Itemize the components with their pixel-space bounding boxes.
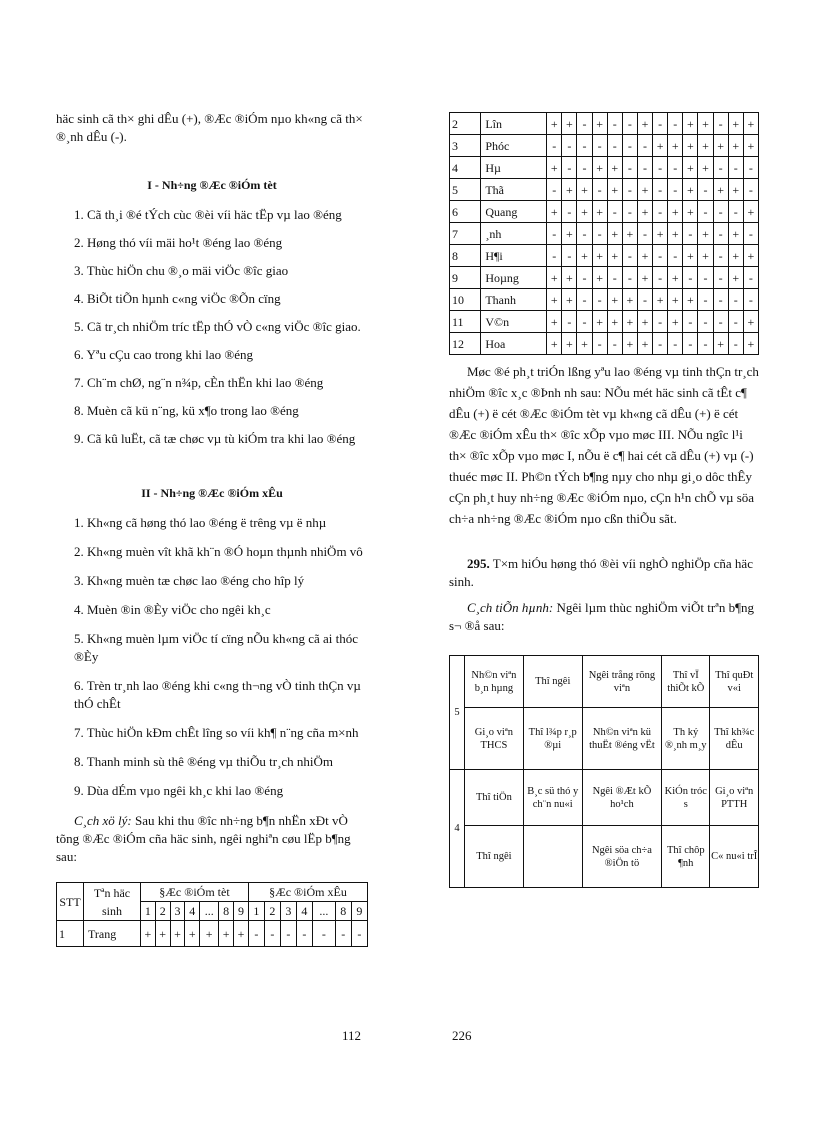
mark-cell: + bbox=[562, 113, 577, 135]
mark-cell: + bbox=[728, 113, 743, 135]
row-name: Thanh bbox=[481, 289, 547, 311]
mark-cell: - bbox=[592, 179, 607, 201]
subheader-cell: 9 bbox=[351, 902, 367, 921]
mark-cell: + bbox=[683, 135, 698, 157]
mark-cell: - bbox=[668, 179, 683, 201]
mark-cell: + bbox=[219, 921, 234, 947]
subheader-cell: ... bbox=[200, 902, 219, 921]
list-item: 8. Muèn cã kü n¨ng, kü x¶o trong lao ®éng bbox=[74, 403, 299, 418]
mark-cell: + bbox=[743, 113, 758, 135]
mark-cell: + bbox=[562, 333, 577, 355]
mark-cell: - bbox=[743, 289, 758, 311]
table-row bbox=[450, 113, 759, 135]
table-row bbox=[450, 311, 759, 333]
diagram-row bbox=[450, 770, 759, 826]
mark-cell: + bbox=[653, 223, 668, 245]
mark-cell: - bbox=[743, 223, 758, 245]
mark-cell: - bbox=[547, 135, 562, 157]
mark-cell: + bbox=[683, 245, 698, 267]
mark-cell: + bbox=[547, 113, 562, 135]
mark-cell: - bbox=[351, 921, 367, 947]
row-name: Phóc bbox=[481, 135, 547, 157]
mark-cell: + bbox=[698, 157, 713, 179]
diagram-row bbox=[450, 708, 759, 770]
page-number-left: 112 bbox=[342, 1028, 362, 1043]
section2-title: II - Nh÷ng ®Æc ®iÓm xÊu bbox=[141, 486, 283, 500]
mark-cell: + bbox=[592, 267, 607, 289]
mark-cell: - bbox=[743, 267, 758, 289]
mark-cell: - bbox=[622, 135, 637, 157]
mark-cell: + bbox=[728, 223, 743, 245]
mark-cell: - bbox=[668, 113, 683, 135]
intro-text: häc sinh cã th× ghi dÊu (+), ®Æc ®iÓm nµo kh«ng cã th× ®¸nh dÊu (-). bbox=[56, 111, 363, 144]
diagram-row bbox=[450, 826, 759, 888]
mark-cell: + bbox=[592, 201, 607, 223]
header-bad: §Æc ®iÓm xÊu bbox=[248, 883, 367, 902]
mark-cell: + bbox=[622, 333, 637, 355]
mark-cell: + bbox=[698, 135, 713, 157]
mark-cell: - bbox=[637, 157, 652, 179]
mark-cell: + bbox=[683, 113, 698, 135]
exercise-heading bbox=[449, 555, 759, 591]
mark-cell: - bbox=[713, 113, 728, 135]
mark-cell: + bbox=[637, 311, 652, 333]
list-item: 6. Yªu cÇu cao trong khi lao ®éng bbox=[74, 347, 254, 362]
mark-cell: + bbox=[547, 289, 562, 311]
mark-cell: - bbox=[577, 223, 592, 245]
mark-cell: + bbox=[713, 333, 728, 355]
diagram-cell: Gi¸o viªn PTTH bbox=[710, 770, 759, 826]
mark-cell: - bbox=[577, 267, 592, 289]
exercise-number: 295. bbox=[467, 556, 490, 571]
mark-cell: - bbox=[577, 311, 592, 333]
list-item: 4. BiÕt tiÕn hµnh c«ng viÖc ®Õn cïng bbox=[74, 291, 281, 306]
header-good: §Æc ®iÓm tèt bbox=[141, 883, 249, 902]
mark-cell: - bbox=[668, 157, 683, 179]
subheader-cell: 2 bbox=[264, 902, 280, 921]
mark-cell: + bbox=[637, 333, 652, 355]
mark-cell: - bbox=[577, 157, 592, 179]
mark-cell: + bbox=[728, 135, 743, 157]
mark-cell: - bbox=[637, 223, 652, 245]
mark-cell: + bbox=[607, 157, 622, 179]
diagram-cell: Thî tiÖn bbox=[465, 770, 524, 826]
occupation-diagram bbox=[449, 655, 759, 888]
mark-cell: + bbox=[607, 179, 622, 201]
exercise-title: T×m hiÓu høng thó ®èi víi nghÒ nghiÖp cña häc sinh. bbox=[449, 556, 753, 589]
diagram-cell: C« nu«i trÎ bbox=[710, 826, 759, 888]
mark-cell: - bbox=[312, 921, 335, 947]
table-header-row bbox=[57, 883, 368, 902]
mark-cell: + bbox=[170, 921, 185, 947]
mark-cell: - bbox=[713, 267, 728, 289]
mark-cell: - bbox=[577, 113, 592, 135]
row-name: Lîn bbox=[481, 113, 547, 135]
mark-cell: + bbox=[562, 289, 577, 311]
table-row bbox=[57, 921, 368, 947]
mark-cell: + bbox=[562, 179, 577, 201]
diagram-cell: Thî quÐt v«i bbox=[710, 656, 759, 708]
mark-cell: - bbox=[296, 921, 312, 947]
row-number: 11 bbox=[450, 311, 481, 333]
mark-cell: - bbox=[713, 223, 728, 245]
mark-cell: + bbox=[607, 289, 622, 311]
mark-cell: - bbox=[698, 267, 713, 289]
list-item: 5. Kh«ng muèn lµm viÖc tí cïng nÕu kh«ng cã ai thóc ®Èy bbox=[74, 631, 359, 664]
mark-cell: + bbox=[547, 267, 562, 289]
mark-cell: - bbox=[592, 223, 607, 245]
row-name: V©n bbox=[481, 311, 547, 333]
mark-cell: - bbox=[637, 135, 652, 157]
row-number: 12 bbox=[450, 333, 481, 355]
mark-cell: - bbox=[728, 289, 743, 311]
mark-cell: + bbox=[743, 311, 758, 333]
diagram-cell: Ngêi trång rõng viªn bbox=[582, 656, 662, 708]
mark-cell: + bbox=[577, 201, 592, 223]
mark-cell: - bbox=[743, 179, 758, 201]
mark-cell: + bbox=[607, 311, 622, 333]
mark-cell: - bbox=[547, 245, 562, 267]
mark-cell: - bbox=[280, 921, 296, 947]
list-item: 6. Trèn tr¸nh lao ®éng khi c«ng th¬ng vÒ tinh thÇn vµ thÓ chÊt bbox=[74, 678, 361, 711]
diagram-cell: Thî l¾p r¸p ®µi bbox=[523, 708, 582, 770]
level-paragraph: Møc ®é ph¸t triÓn lßng yªu lao ®éng vµ tinh thÇn tr¸ch nhiÖm ®îc x¸c ®Þnh nh sau: NÕu mét häc sinh cã tÊt c¶ dÊu (+) ë cét ®Æc ®iÓm tèt vµ kh«ng cã dÊu (+) ë cét ®Æc ®iÓm xÊu th× ®îc xÕp vµo møc III. NÕu ngîc l¹i th× ®îc xÕp vµo møc I, nÕu ë c¶ hai cét cã dÊu (+) vµ (-) thuéc møc II. Ph©n tÝch b¶ng nµy cho nhµ gi¸o dôc thÊy cÇn ph¸t huy nh÷ng ®Æc ®iÓm nµo, cÇn h¹n chÕ vµ söa ch÷a nh÷ng ®Æc ®iÓm nµo cßn thiÕu sãt. bbox=[449, 364, 759, 526]
mark-cell: + bbox=[728, 245, 743, 267]
table-row bbox=[450, 289, 759, 311]
mark-cell: - bbox=[653, 311, 668, 333]
diagram-cell: Thî ngêi bbox=[523, 656, 582, 708]
mark-cell: - bbox=[622, 267, 637, 289]
subheader-cell: 3 bbox=[170, 902, 185, 921]
list-item: 9. Dùa dÉm vµo ngêi kh¸c khi lao ®éng bbox=[74, 783, 284, 798]
mark-cell: - bbox=[683, 223, 698, 245]
header-name: Tªn häc sinh bbox=[84, 883, 141, 921]
table-row bbox=[450, 201, 759, 223]
row-number: 10 bbox=[450, 289, 481, 311]
mark-cell: - bbox=[713, 201, 728, 223]
diagram-cell: Th ký ®¸nh m¸y bbox=[662, 708, 710, 770]
mark-cell: - bbox=[607, 267, 622, 289]
mark-cell: + bbox=[698, 223, 713, 245]
row-number: 4 bbox=[450, 157, 481, 179]
subheader-cell: 2 bbox=[155, 902, 170, 921]
results-table-continued bbox=[449, 112, 759, 355]
list-item: 7. Thùc hiÖn kÐm chÊt lîng so víi kh¶ n¨ng cña m×nh bbox=[74, 725, 359, 740]
mark-cell: + bbox=[155, 921, 170, 947]
mark-cell: - bbox=[653, 113, 668, 135]
mark-cell: - bbox=[668, 245, 683, 267]
list-item: 8. Thanh minh sù thê ®éng vµ thiÕu tr¸ch nhiÖm bbox=[74, 754, 334, 769]
row-number: 6 bbox=[450, 201, 481, 223]
mark-cell: - bbox=[713, 311, 728, 333]
mark-cell: - bbox=[743, 157, 758, 179]
list-item: 7. Ch¨m chØ, ng¨n n¾p, cÈn thËn khi lao ®éng bbox=[74, 375, 324, 390]
list-item: 3. Kh«ng muèn tæ chøc lao ®éng cho hîp lý bbox=[74, 573, 305, 588]
method-label: C¸ch xö lý: bbox=[74, 813, 132, 828]
mark-cell: - bbox=[577, 135, 592, 157]
mark-cell: + bbox=[592, 157, 607, 179]
diagram-cell: Ngêi söa ch÷a ®iÖn tö bbox=[582, 826, 662, 888]
mark-cell: + bbox=[668, 201, 683, 223]
mark-cell: + bbox=[668, 311, 683, 333]
mark-cell: - bbox=[264, 921, 280, 947]
table-row bbox=[450, 157, 759, 179]
mark-cell: - bbox=[653, 267, 668, 289]
mark-cell: - bbox=[728, 201, 743, 223]
table-row bbox=[450, 267, 759, 289]
mark-cell: + bbox=[141, 921, 156, 947]
diagram-cell: Gi¸o viªn THCS bbox=[465, 708, 524, 770]
mark-cell: + bbox=[743, 333, 758, 355]
mark-cell: - bbox=[622, 113, 637, 135]
mark-cell: - bbox=[713, 157, 728, 179]
mark-cell: + bbox=[713, 135, 728, 157]
mark-cell: + bbox=[728, 267, 743, 289]
mark-cell: + bbox=[200, 921, 219, 947]
mark-cell: + bbox=[234, 921, 249, 947]
mark-cell: - bbox=[562, 245, 577, 267]
mark-cell: - bbox=[653, 201, 668, 223]
mark-cell: - bbox=[698, 179, 713, 201]
mark-cell: - bbox=[698, 201, 713, 223]
subheader-cell: 4 bbox=[296, 902, 312, 921]
mark-cell: - bbox=[562, 135, 577, 157]
mark-cell: + bbox=[577, 333, 592, 355]
method-paragraph bbox=[56, 812, 368, 866]
mark-cell: + bbox=[622, 311, 637, 333]
mark-cell: - bbox=[622, 201, 637, 223]
mark-cell: + bbox=[547, 333, 562, 355]
subheader-cell: 8 bbox=[219, 902, 234, 921]
list-item: 3. Thùc hiÖn chu ®¸o mäi viÖc ®îc giao bbox=[74, 263, 289, 278]
mark-cell: - bbox=[653, 179, 668, 201]
mark-cell: - bbox=[562, 311, 577, 333]
mark-cell: + bbox=[607, 245, 622, 267]
mark-cell: - bbox=[668, 333, 683, 355]
mark-cell: + bbox=[637, 267, 652, 289]
mark-cell: + bbox=[607, 223, 622, 245]
mark-cell: - bbox=[683, 267, 698, 289]
mark-cell: + bbox=[637, 113, 652, 135]
mark-cell: - bbox=[607, 113, 622, 135]
list-item: 4. Muèn ®in ®Èy viÖc cho ngêi kh¸c bbox=[74, 602, 271, 617]
diagram-cell: KiÓn tróc s bbox=[662, 770, 710, 826]
mark-cell: - bbox=[728, 333, 743, 355]
mark-cell: + bbox=[683, 289, 698, 311]
section2-list bbox=[56, 514, 368, 800]
mark-cell: - bbox=[713, 245, 728, 267]
subheader-cell: 4 bbox=[185, 902, 200, 921]
mark-cell: - bbox=[683, 311, 698, 333]
mark-cell: + bbox=[668, 289, 683, 311]
diagram-cell: Thî chôp ¶nh bbox=[662, 826, 710, 888]
mark-cell: + bbox=[577, 245, 592, 267]
mark-cell: - bbox=[335, 921, 351, 947]
mark-cell: - bbox=[607, 135, 622, 157]
diagram-cell: B¸c sü thó y ch¨n nu«i bbox=[523, 770, 582, 826]
mark-cell: + bbox=[713, 179, 728, 201]
mark-cell: - bbox=[683, 333, 698, 355]
mark-cell: + bbox=[547, 201, 562, 223]
diagram-cell: Ngêi ®Æt kÕ ho¹ch bbox=[582, 770, 662, 826]
mark-cell: + bbox=[592, 113, 607, 135]
mark-cell: - bbox=[577, 289, 592, 311]
mark-cell: - bbox=[653, 157, 668, 179]
mark-cell: + bbox=[683, 179, 698, 201]
subheader-cell: ... bbox=[312, 902, 335, 921]
mark-cell: - bbox=[562, 201, 577, 223]
mark-cell: + bbox=[668, 267, 683, 289]
row-number: 1 bbox=[57, 921, 84, 947]
diagram-cell: Nh©n viªn b¸n hµng bbox=[465, 656, 524, 708]
mark-cell: - bbox=[637, 289, 652, 311]
list-item: 2. Kh«ng muèn vît khã kh¨n ®Ó hoµn thµnh nhiÖm vô bbox=[74, 544, 363, 559]
mark-cell: - bbox=[653, 245, 668, 267]
section1-title: I - Nh÷ng ®Æc ®iÓm tèt bbox=[147, 178, 277, 192]
mark-cell: + bbox=[562, 223, 577, 245]
diagram-cell: Nh©n viªn kü thuËt ®éng vËt bbox=[582, 708, 662, 770]
mark-cell: + bbox=[668, 135, 683, 157]
row-name: ¸nh bbox=[481, 223, 547, 245]
mark-cell: + bbox=[683, 157, 698, 179]
exercise-method-label: C¸ch tiÕn hµnh: bbox=[467, 600, 554, 615]
mark-cell: - bbox=[562, 157, 577, 179]
right-page bbox=[449, 112, 759, 888]
mark-cell: + bbox=[547, 311, 562, 333]
row-name: H¶i bbox=[481, 245, 547, 267]
list-item: 2. Høng thó víi mäi ho¹t ®éng lao ®éng bbox=[74, 235, 283, 250]
row-name: Thã bbox=[481, 179, 547, 201]
row-name: Quang bbox=[481, 201, 547, 223]
mark-cell: + bbox=[668, 223, 683, 245]
mark-cell: - bbox=[622, 245, 637, 267]
mark-cell: - bbox=[713, 289, 728, 311]
mark-cell: - bbox=[248, 921, 264, 947]
list-item: 9. Cã kû luËt, cã tæ chøc vµ tù kiÓm tra khi lao ®éng bbox=[74, 431, 356, 446]
mark-cell: - bbox=[607, 201, 622, 223]
header-stt: STT bbox=[57, 883, 84, 921]
row-name: Hµ bbox=[481, 157, 547, 179]
mark-cell: - bbox=[547, 223, 562, 245]
mark-cell: + bbox=[728, 179, 743, 201]
mark-cell: + bbox=[637, 201, 652, 223]
diagram-row-number: 5 bbox=[450, 656, 465, 770]
mark-cell: + bbox=[698, 113, 713, 135]
row-name: Hoa bbox=[481, 333, 547, 355]
mark-cell: + bbox=[592, 311, 607, 333]
mark-cell: - bbox=[592, 333, 607, 355]
mark-cell: - bbox=[592, 289, 607, 311]
mark-cell: + bbox=[547, 157, 562, 179]
mark-cell: - bbox=[607, 333, 622, 355]
mark-cell: + bbox=[622, 223, 637, 245]
mark-cell: + bbox=[743, 135, 758, 157]
mark-cell: + bbox=[637, 245, 652, 267]
mark-cell: + bbox=[743, 245, 758, 267]
row-number: 8 bbox=[450, 245, 481, 267]
mark-cell: - bbox=[728, 157, 743, 179]
mark-cell: - bbox=[698, 289, 713, 311]
mark-cell: - bbox=[547, 179, 562, 201]
mark-cell: - bbox=[622, 179, 637, 201]
page-number-right: 226 bbox=[452, 1028, 472, 1043]
subheader-cell: 8 bbox=[335, 902, 351, 921]
mark-cell: + bbox=[683, 201, 698, 223]
row-number: 5 bbox=[450, 179, 481, 201]
mark-cell: - bbox=[653, 333, 668, 355]
row-number: 7 bbox=[450, 223, 481, 245]
exercise-method-text: Ngêi lµm thùc nghiÖm viÕt trªn b¶ng s¬ ®å sau: bbox=[449, 600, 754, 633]
table-row bbox=[450, 245, 759, 267]
subheader-cell: 1 bbox=[248, 902, 264, 921]
mark-cell: - bbox=[592, 135, 607, 157]
table-row bbox=[450, 135, 759, 157]
section1-list bbox=[56, 206, 368, 448]
diagram-cell: Thî vÏ thiÕt kÕ bbox=[662, 656, 710, 708]
diagram-cell: Thî ngêi bbox=[465, 826, 524, 888]
list-item: 1. Cã th¸i ®é tÝch cùc ®èi víi häc tËp vµ lao ®éng bbox=[74, 207, 342, 222]
subheader-cell: 3 bbox=[280, 902, 296, 921]
table-row bbox=[450, 179, 759, 201]
diagram-row-number: 4 bbox=[450, 770, 465, 888]
mark-cell: + bbox=[185, 921, 200, 947]
mark-cell: - bbox=[698, 333, 713, 355]
row-name: Trang bbox=[84, 921, 141, 947]
mark-cell: + bbox=[577, 179, 592, 201]
row-number: 2 bbox=[450, 113, 481, 135]
row-number: 9 bbox=[450, 267, 481, 289]
mark-cell: + bbox=[637, 179, 652, 201]
method-text: Sau khi thu ®îc nh÷ng b¶n nhËn xÐt vÒ tõng ®Æc ®iÓm cña häc sinh, ngêi nghiªn cøu lËp b¶ng sau: bbox=[56, 813, 351, 864]
diagram-row bbox=[450, 656, 759, 708]
subheader-cell: 1 bbox=[141, 902, 156, 921]
exercise-method bbox=[449, 599, 759, 635]
mark-cell: + bbox=[653, 289, 668, 311]
mark-cell: + bbox=[653, 135, 668, 157]
left-page bbox=[56, 110, 368, 947]
mark-cell: + bbox=[743, 201, 758, 223]
mark-cell: + bbox=[698, 245, 713, 267]
mark-cell: + bbox=[562, 267, 577, 289]
mark-cell: + bbox=[622, 289, 637, 311]
mark-cell: - bbox=[728, 311, 743, 333]
table-row bbox=[450, 333, 759, 355]
mark-cell: - bbox=[698, 311, 713, 333]
list-item: 5. Cã tr¸ch nhiÖm tríc tËp thÓ vÒ c«ng viÖc ®îc giao. bbox=[74, 319, 361, 334]
subheader-cell: 9 bbox=[234, 902, 249, 921]
table-row bbox=[450, 223, 759, 245]
list-item: 1. Kh«ng cã høng thó lao ®éng ë trêng vµ ë nhµ bbox=[74, 515, 327, 530]
mark-cell: + bbox=[592, 245, 607, 267]
mark-cell: - bbox=[622, 157, 637, 179]
row-name: Hoµng bbox=[481, 267, 547, 289]
results-table bbox=[56, 882, 368, 947]
diagram-cell bbox=[523, 826, 582, 888]
diagram-cell: Thî kh¾c dÊu bbox=[710, 708, 759, 770]
row-number: 3 bbox=[450, 135, 481, 157]
